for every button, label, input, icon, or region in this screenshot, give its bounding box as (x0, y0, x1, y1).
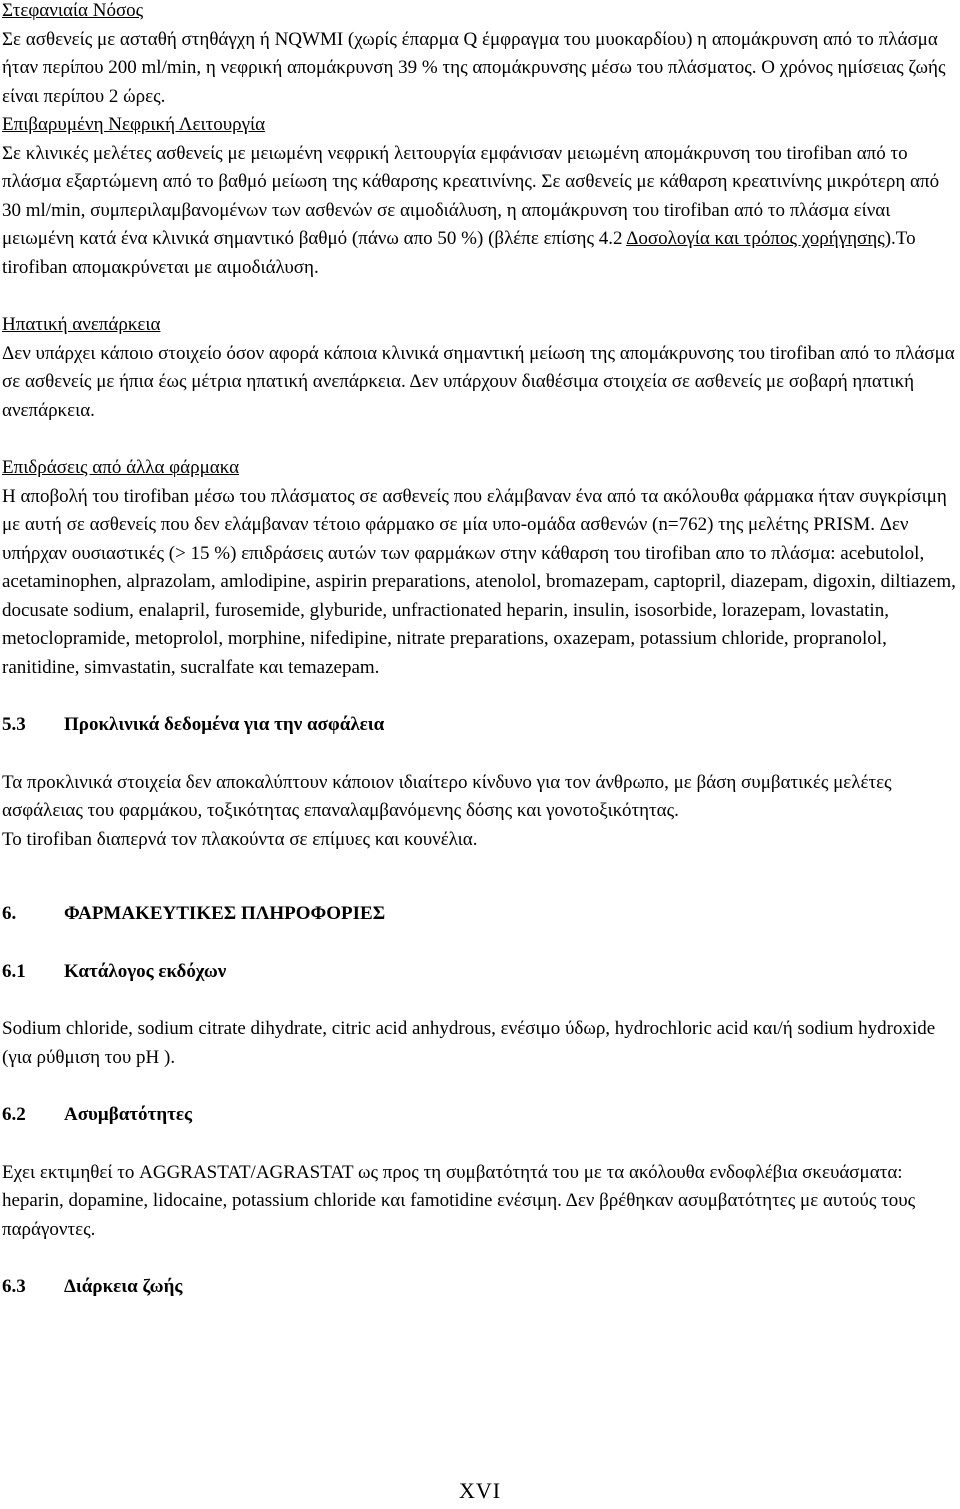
hepatic-section (2, 311, 957, 425)
section-6-3-number: 6.3 (2, 1276, 26, 1297)
section-6-3-heading (2, 1273, 957, 1302)
coronary-text: Σε ασθενείς με ασταθή στηθάγχη ή NQWMI (χωρίς έπαρμα Q έμφραγμα του μυοκαρδίου) η απομάκρυνση από το πλάσμα ήταν περίπου 200 ml/min, η νεφρική απομάκρυνση 39 % της απομάκρυνσης μέσω του πλάσματος. Ο χρόνος ημίσειας ζωής είναι περίπου 2 ώρες. (2, 28, 946, 107)
dosage-link[interactable]: Δοσολογία και τρόπος χορήγησης (626, 228, 885, 249)
section-5-3-heading (2, 711, 957, 740)
page-number: XVI (458, 1478, 502, 1503)
section-6-1-text: Sodium chloride, sodium citrate dihydrate, citric acid anhydrous, ενέσιμο ύδωρ, hydrochloric acid και/ή sodium hydroxide (για ρύθμιση του pH ). (2, 1018, 936, 1068)
renal-text-part2: ).Το tirofiban απομακρύνεται με αιμοδιάλυση. (2, 228, 916, 278)
interactions-text: Η αποβολή του tirofiban μέσω του πλάσματος σε ασθενείς που ελάμβαναν ένα από τα ακόλουθα φάρμακα ήταν συγκρίσιμη με αυτή σε ασθενείς που δεν ελάμβαναν τέτοιο φάρμακο σε μία υπο-ομάδα ασθενών (n=762) της μελέτης PRISM. Δεν υπήρχαν ουσιαστικές (> 15 %) επιδράσεις αυτών των φαρμάκων στην κάθαρση του tirofiban απο το πλάσμα: acebutolol, acetaminophen, alprazolam, amlodipine, aspirin preparations, atenolol, bromazepam, captopril, diazepam, digoxin, diltiazem, docusate sodium, enalapril, furosemide, glyburide, unfractionated heparin, insulin, isosorbide, lorazepam, lovastatin, metoclopramide, metoprolol, morphine, nifedipine, nitrate preparations, oxazepam, potassium chloride, propranolol, ranitidine, simvastatin, sucralfate και temazepam. (2, 485, 956, 678)
section-6-2-heading (2, 1101, 957, 1130)
section-6-heading (2, 900, 957, 929)
section-6-title: ΦΑΡΜΑΚΕΥΤΙΚΕΣ ΠΛΗΡΟΦΟΡΙΕΣ (64, 903, 386, 924)
section-6-1-number: 6.1 (2, 960, 26, 982)
interactions-title: Επιδράσεις από άλλα φάρμακα (2, 457, 240, 478)
coronary-section (2, 0, 957, 111)
interactions-section (2, 454, 957, 682)
section-6-number: 6. (2, 903, 17, 924)
renal-title: Επιβαρυμένη Νεφρική Λειτουργία (2, 114, 266, 135)
renal-text (2, 140, 957, 283)
renal-text-part1: Σε κλινικές μελέτες ασθενείς με μειωμένη νεφρική λειτουργία εμφάνισαν μειωμένη απομάκρυνση του tirofiban από το πλάσμα εξαρτώμενη από το βαθμό μείωση της κάθαρσης κρεατινίνης. Σε ασθενείς με κάθαρση κρεατινίνης μικρότερη από 30 ml/min, συμπεριλαμβανομένων των ασθενών σε αιμοδιάλυση, η απομάκρυνση του tirofiban από το πλάσμα είναι μειωμένη κατά ένα κλινικά σημαντικό βαθμό (πάνω απο 50 %) (βλέπε επίσης 4.2 (2, 142, 940, 249)
section-5-3-number: 5.3 (2, 714, 26, 735)
renal-section (2, 111, 957, 282)
section-6-2-title: Ασυμβατότητες (64, 1104, 192, 1125)
section-6-2-text: Εχει εκτιμηθεί το AGGRASTAT/AGRASTAT ως προς τη συμβατότητά του με τα ακόλουθα ενδοφλέβια σκευάσματα: heparin, dopamine, lidocaine, potassium chloride και famotidine ενέσιμη. Δεν βρέθηκαν ασυμβατότητες με αυτούς τους παράγοντες. (2, 1161, 916, 1240)
section-5-3-text-2: Το tirofiban διαπερνά τον πλακούντα σε επίμυες και κουνέλια. (2, 828, 478, 850)
section-6-2-number: 6.2 (2, 1104, 26, 1125)
section-6-1-heading (2, 958, 957, 987)
coronary-title: Στεφανιαία Νόσος (2, 0, 144, 21)
section-6-1-title: Κατάλογος εκδόχων (64, 960, 227, 982)
document-page (2, 0, 957, 1302)
section-6-3-title: Διάρκεια ζωής (64, 1276, 183, 1297)
section-5-3-text: Τα προκλινικά στοιχεία δεν αποκαλύπτουν κάποιον ιδιαίτερο κίνδυνο για τον άνθρωπο, με βάση συμβατικές μελέτες ασφάλειας του φαρμάκου, τοξικότητας επαναλαμβανόμενης δόσης και γονοτοξικότητας. (2, 771, 892, 821)
hepatic-title: Ηπατική ανεπάρκεια (2, 314, 161, 335)
section-5-3-title: Προκλινικά δεδομένα για την ασφάλεια (64, 714, 385, 735)
hepatic-text: Δεν υπάρχει κάποιο στοιχείο όσον αφορά κάποια κλινικά σημαντική μείωση της απομάκρυνσης του tirofiban από το πλάσμα σε ασθενείς με ήπια έως μέτρια ηπατική ανεπάρκεια. Δεν υπάρχουν διαθέσιμα στοιχεία σε ασθενείς με σοβαρή ηπατική ανεπάρκεια. (2, 342, 955, 421)
